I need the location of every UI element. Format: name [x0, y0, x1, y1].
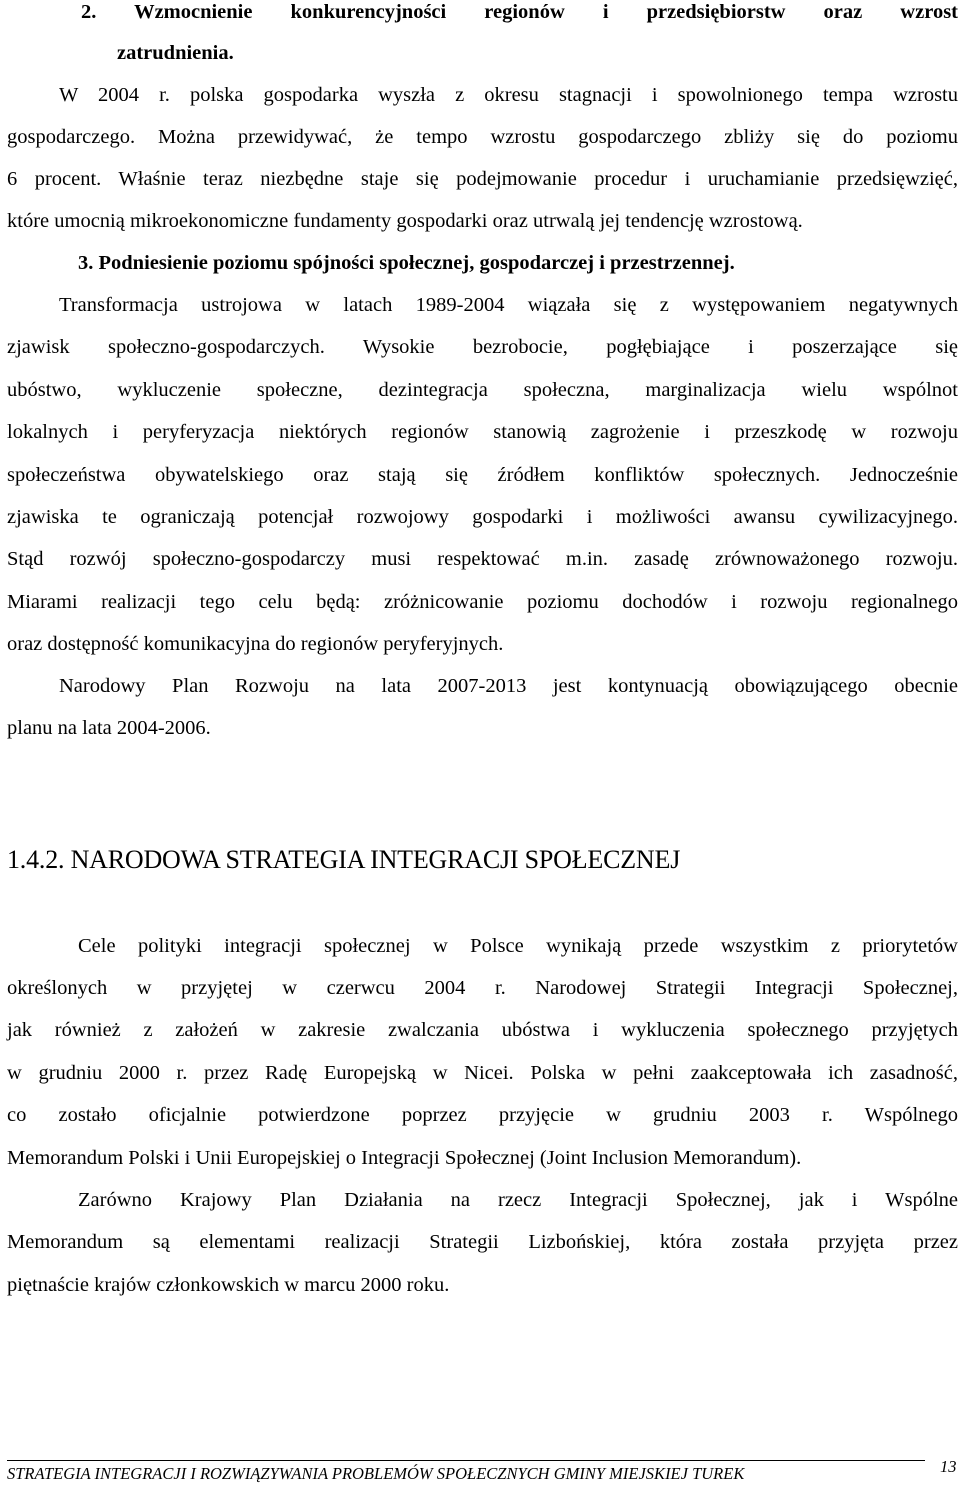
para2-line-3: piętnaście krajów członkowskich w marcu 2000 roku. [7, 1274, 450, 1296]
para1-line-6: Memorandum Polski i Unii Europejskiej o Integracji Społecznej (Joint Inclusion Memorandum). [7, 1147, 802, 1169]
footer-rule [7, 1460, 925, 1461]
section2-line-1: W 2004 r. polska gospodarka wyszła z okresu stagnacji i spowolnionego tempa wzrostu [59, 84, 958, 106]
para2-line-1: Zarówno Krajowy Plan Działania na rzecz Integracji Społecznej, jak i Wspólne [78, 1189, 958, 1211]
section3-line-2: zjawisk społeczno-gospodarczych. Wysokie bezrobocie, pogłębiające i poszerzające się [7, 336, 958, 358]
section3-heading: 3. Podniesienie poziomu spójności społecznej, gospodarczej i przestrzennej. [78, 252, 735, 274]
section3-line-1: Transformacja ustrojowa w latach 1989-2004 wiązała się z występowaniem negatywnych [59, 294, 958, 316]
para1-line-4: w grudniu 2000 r. przez Radę Europejską w Nicei. Polska w pełni zaakceptowała ich zasadność, [7, 1062, 958, 1084]
section2-line-2: gospodarczego. Można przewidywać, że tempo wzrostu gospodarczego zbliży się do poziomu [7, 126, 958, 148]
para1-line-3: jak również z założeń w zakresie zwalczania ubóstwa i wykluczenia społecznego przyjętych [7, 1019, 958, 1041]
plan-line-2: planu na lata 2004-2006. [7, 717, 211, 739]
para1-line-5: co zostało oficjalnie potwierdzone poprzez przyjęcie w grudniu 2003 r. Wspólnego [7, 1104, 958, 1126]
chapter-heading: 1.4.2. NARODOWA STRATEGIA INTEGRACJI SPOŁECZNEJ [7, 845, 681, 874]
section3-line-5: społeczeństwa obywatelskiego oraz stają się źródłem konfliktów społecznych. Jednocześnie [7, 464, 958, 486]
section2-line-3: 6 procent. Właśnie teraz niezbędne staje się podejmowanie procedur i uruchamianie przedsięwzięć, [7, 168, 958, 190]
section2-heading-line2: zatrudnienia. [117, 42, 234, 64]
page-number: 13 [940, 1457, 957, 1476]
section3-line-9: oraz dostępność komunikacyjna do regionów peryferyjnych. [7, 633, 504, 655]
para2-line-2: Memorandum są elementami realizacji Strategii Lizbońskiej, która została przyjęta przez [7, 1231, 958, 1253]
section2-heading-line1: 2. Wzmocnienie konkurencyjności regionów i przedsiębiorstw oraz wzrost [81, 1, 958, 23]
plan-line-1: Narodowy Plan Rozwoju na lata 2007-2013 jest kontynuacją obowiązującego obecnie [59, 675, 958, 697]
section3-line-3: ubóstwo, wykluczenie społeczne, dezintegracja społeczna, marginalizacja wielu wspólnot [7, 379, 958, 401]
section3-line-4: lokalnych i peryferyzacja niektórych regionów stanowią zagrożenie i przeszkodę w rozwoju [7, 421, 958, 443]
section3-line-6: zjawiska te ograniczają potencjał rozwojowy gospodarki i możliwości awansu cywilizacyjnego. [7, 506, 958, 528]
para1-line-2: określonych w przyjętej w czerwcu 2004 r. Narodowej Strategii Integracji Społecznej, [7, 977, 958, 999]
para1-line-1: Cele polityki integracji społecznej w Polsce wynikają przede wszystkim z priorytetów [78, 935, 958, 957]
section3-line-8: Miarami realizacji tego celu będą: zróżnicowanie poziomu dochodów i rozwoju regionalnego [7, 591, 958, 613]
footer-title: STRATEGIA INTEGRACJI I ROZWIĄZYWANIA PROBLEMÓW SPOŁECZNYCH GMINY MIEJSKIEJ TUREK [7, 1464, 745, 1483]
section3-line-7: Stąd rozwój społeczno-gospodarczy musi respektować m.in. zasadę zrównoważonego rozwoju. [7, 548, 958, 570]
section2-line-4: które umocnią mikroekonomiczne fundamenty gospodarki oraz utrwalą jej tendencję wzrostową. [7, 210, 803, 232]
